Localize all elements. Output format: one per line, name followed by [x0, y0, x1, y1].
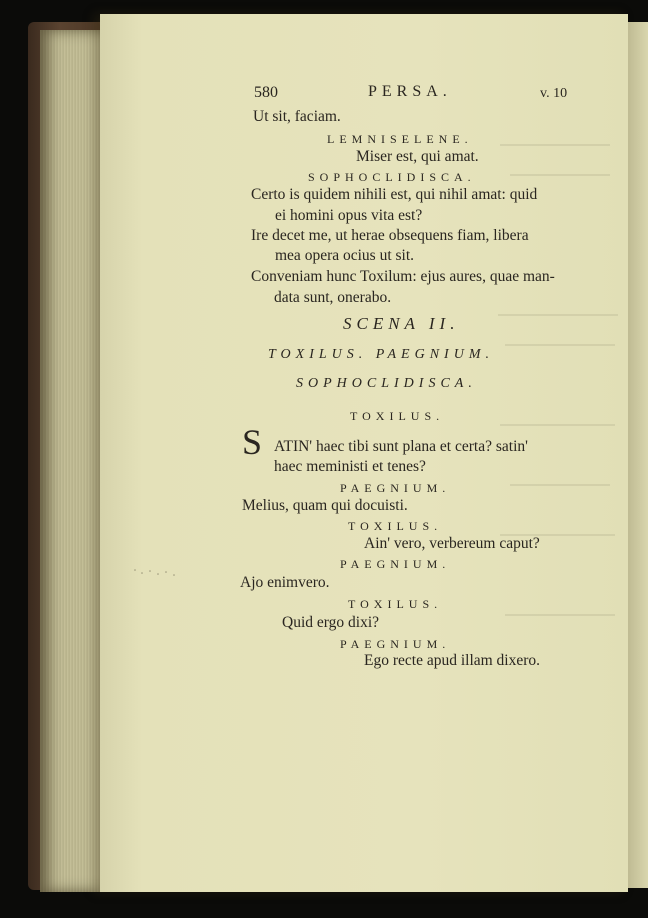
speaker-name: TOXILUS. — [348, 597, 443, 611]
verse-line: Ego recte apud illam dixero. — [364, 652, 541, 669]
scene-heading: SCENA II. — [343, 314, 460, 333]
speaker-name: PAEGNIUM. — [340, 557, 451, 571]
verse-line: Ut sit, faciam. — [253, 108, 341, 125]
verse-line: Miser est, qui amat. — [356, 148, 479, 165]
verse-line: Conveniam hunc Toxilum: ejus aures, quae man- — [251, 268, 555, 285]
verse-line: Ire decet me, ut herae obsequens fiam, libera — [251, 227, 529, 244]
speaker-name: SOPHOCLIDISCA. — [308, 170, 476, 184]
facing-page-edge — [628, 22, 648, 888]
speaker-name: LEMNISELENE. — [327, 132, 473, 146]
running-title: PERSA. — [368, 83, 452, 100]
speaker-name: TOXILUS. — [350, 409, 445, 423]
speaker-name: PAEGNIUM. — [340, 481, 451, 495]
verse-line: Melius, quam qui docuisti. — [242, 497, 408, 514]
verse-line: haec meministi et tenes? — [274, 458, 426, 475]
verse-line: data sunt, onerabo. — [274, 289, 392, 306]
cast-list: SOPHOCLIDISCA. — [296, 376, 477, 391]
verse-line: Ain' vero, verbereum caput? — [364, 535, 540, 552]
verse-line: ei homini opus vita est? — [275, 207, 423, 224]
verse-line: Quid ergo dixi? — [282, 614, 380, 631]
cast-list: TOXILUS. PAEGNIUM. — [268, 347, 494, 362]
page-text — [100, 14, 628, 892]
page-number: 580 — [254, 84, 278, 101]
speaker-name: TOXILUS. — [348, 519, 443, 533]
speaker-name: PAEGNIUM. — [340, 637, 451, 651]
verse-line: Ajo enimvero. — [240, 574, 330, 591]
volume-marker: v. 10 — [540, 86, 568, 101]
verse-line: mea opera ocius ut sit. — [275, 247, 415, 264]
verse-line: Certo is quidem nihili est, qui nihil amat: quid — [251, 186, 538, 203]
drop-cap: S — [242, 422, 263, 462]
verse-line: ATIN' haec tibi sunt plana et certa? satin' — [274, 438, 528, 455]
